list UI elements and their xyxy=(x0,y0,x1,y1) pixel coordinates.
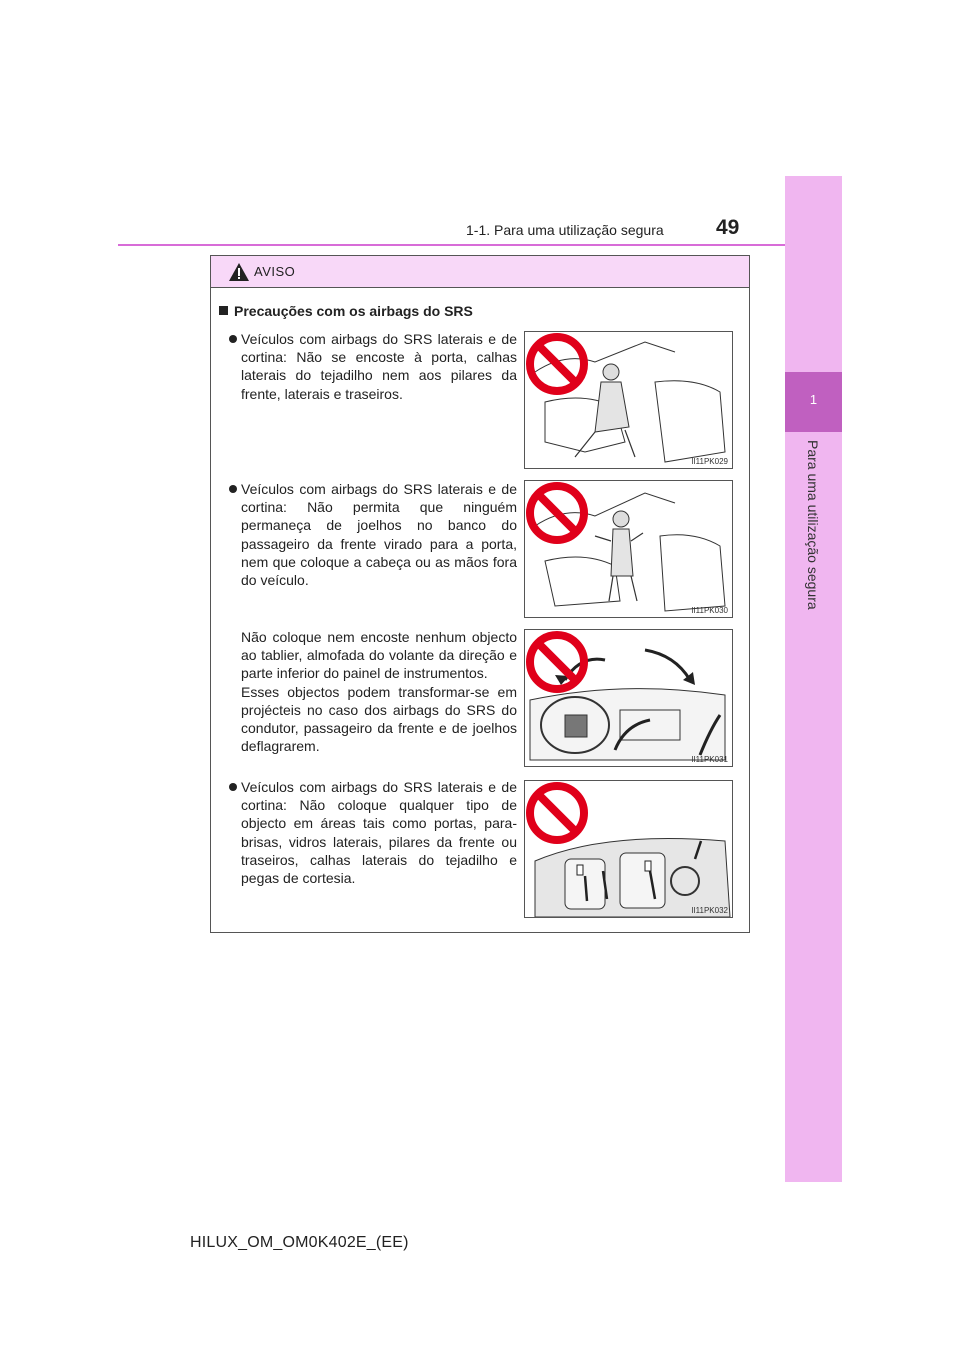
warning-item-2 xyxy=(229,480,517,589)
round-bullet-icon xyxy=(229,783,237,791)
figure-code: II11PK032 xyxy=(691,906,728,915)
warning-item-text: Veículos com airbags do SRS laterais e de cortina: Não permita que ninguém permaneça de joelhos no banco do passageiro da frente virado para a porta, nem que coloque a cabeça ou as mãos fora do veículo. xyxy=(241,481,517,589)
prohibition-sign-icon xyxy=(525,481,589,545)
chapter-side-tab xyxy=(785,176,842,1182)
prohibition-sign-icon xyxy=(525,332,589,396)
prohibition-sign-icon xyxy=(525,630,589,694)
warning-item-text-continued: Esses objectos podem transformar-se em projécteis no caso dos airbags do SRS do condutor, passageiro da frente e de joelhos deflagrarem. xyxy=(241,683,517,755)
figure-code: II11PK030 xyxy=(691,606,728,615)
warning-item-4 xyxy=(229,778,517,887)
section-heading xyxy=(219,303,473,319)
illustration-dashboard xyxy=(524,629,733,767)
illustration-kneeling-passenger xyxy=(524,480,733,618)
warning-item-1 xyxy=(229,330,517,403)
round-bullet-icon xyxy=(229,485,237,493)
warning-label: AVISO xyxy=(254,264,296,279)
section-heading-text: Precauções com os airbags do SRS xyxy=(234,303,473,319)
square-bullet-icon xyxy=(219,306,228,315)
illustration-cabin-interior xyxy=(524,780,733,918)
round-bullet-icon xyxy=(229,335,237,343)
warning-triangle-icon xyxy=(228,262,250,282)
prohibition-sign-icon xyxy=(525,781,589,845)
illustration-seat-leaning xyxy=(524,331,733,469)
warning-item-text: Veículos com airbags do SRS laterais e de cortina: Não se encoste à porta, calhas laterais do tejadilho nem aos pilares da frente, laterais e traseiros. xyxy=(241,331,517,402)
document-code: HILUX_OM_OM0K402E_(EE) xyxy=(190,1234,409,1251)
running-header-title: 1-1. Para uma utilização segura xyxy=(466,222,664,238)
chapter-number: 1 xyxy=(809,392,818,407)
figure-code: II11PK029 xyxy=(691,457,728,466)
warning-box xyxy=(210,255,750,933)
header-rule xyxy=(118,244,785,246)
warning-item-3 xyxy=(229,628,517,755)
warning-item-text: Veículos com airbags do SRS laterais e de cortina: Não coloque qualquer tipo de objecto em áreas tais como portas, para-brisas, vidros laterais, pilares da frente ou traseiros, calhas laterais do tejadilho e pegas de cortesia. xyxy=(241,779,517,887)
warning-item-text: Não coloque nem encoste nenhum objecto ao tablier, almofada do volante da direção e parte inferior do painel de instrumentos. xyxy=(241,629,517,682)
warning-header xyxy=(211,256,749,288)
page-number: 49 xyxy=(716,216,740,239)
figure-code: II11PK031 xyxy=(691,755,728,764)
chapter-title: Para uma utilização segura xyxy=(805,440,821,610)
